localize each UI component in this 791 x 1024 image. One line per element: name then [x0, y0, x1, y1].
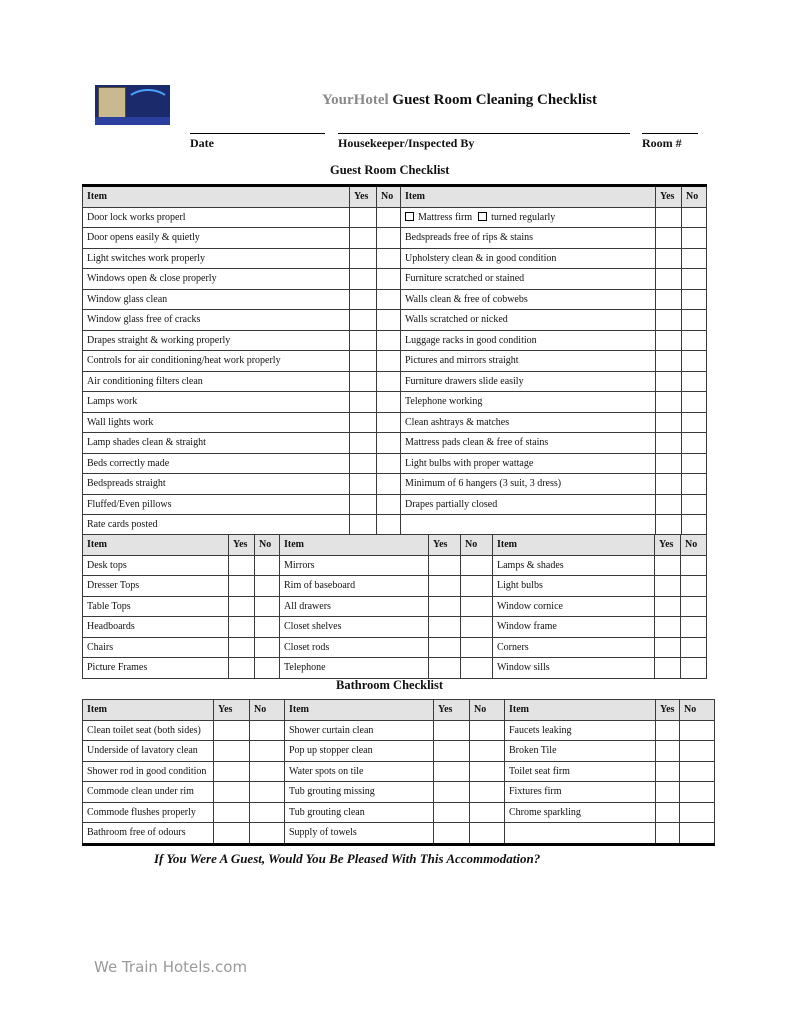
yes-checkbox[interactable]: [656, 515, 682, 536]
column-header-no: No: [461, 535, 493, 556]
footer-question: If You Were A Guest, Would You Be Pleased With This Accommodation?: [154, 851, 541, 866]
yes-checkbox[interactable]: [350, 269, 377, 290]
no-checkbox[interactable]: [682, 371, 707, 392]
yes-checkbox[interactable]: [350, 412, 377, 433]
housekeeper-line[interactable]: [338, 133, 630, 134]
table-row: [83, 207, 707, 228]
column-header-no: No: [681, 535, 707, 556]
table-row: [83, 637, 707, 658]
table-row: [83, 412, 707, 433]
yes-checkbox[interactable]: [350, 248, 377, 269]
table-row: [83, 761, 715, 782]
date-label: Date: [190, 136, 214, 150]
yes-checkbox[interactable]: [434, 761, 470, 782]
no-checkbox[interactable]: [681, 576, 707, 597]
no-checkbox[interactable]: [682, 453, 707, 474]
bathroom-section-title: Bathroom Checklist: [336, 678, 444, 692]
item-label: Walls scratched or nicked: [401, 310, 656, 331]
yes-checkbox[interactable]: [214, 782, 250, 803]
yes-checkbox[interactable]: [350, 330, 377, 351]
yes-checkbox[interactable]: [656, 351, 682, 372]
item-label: Shower rod in good condition: [83, 761, 214, 782]
item-label: Tub grouting missing: [285, 782, 434, 803]
item-label: Supply of towels: [285, 823, 434, 845]
table-row: [83, 494, 707, 515]
no-checkbox[interactable]: [250, 720, 285, 741]
column-header-yes: Yes: [656, 700, 680, 721]
item-label: Tub grouting clean: [285, 802, 434, 823]
table-row: [83, 248, 707, 269]
item-label: Window glass clean: [83, 289, 350, 310]
table-header-row: [83, 535, 707, 556]
yes-checkbox[interactable]: [229, 658, 255, 679]
no-checkbox[interactable]: [377, 453, 401, 474]
yes-checkbox[interactable]: [434, 802, 470, 823]
table-row: [83, 658, 707, 679]
no-checkbox[interactable]: [255, 555, 280, 576]
item-label: Furniture scratched or stained: [401, 269, 656, 290]
no-checkbox[interactable]: [680, 761, 715, 782]
yes-checkbox[interactable]: [350, 453, 377, 474]
item-label: Commode clean under rim: [83, 782, 214, 803]
item-label: Broken Tile: [505, 741, 656, 762]
yes-checkbox[interactable]: [655, 637, 681, 658]
no-checkbox[interactable]: [680, 782, 715, 803]
no-checkbox[interactable]: [470, 761, 505, 782]
no-checkbox[interactable]: [461, 596, 493, 617]
no-checkbox[interactable]: [681, 596, 707, 617]
room-line[interactable]: [642, 133, 698, 134]
yes-checkbox[interactable]: [350, 433, 377, 454]
yes-checkbox[interactable]: [350, 474, 377, 495]
table-row: [83, 515, 707, 536]
yes-checkbox[interactable]: [429, 637, 461, 658]
no-checkbox[interactable]: [470, 720, 505, 741]
no-checkbox[interactable]: [255, 576, 280, 597]
yes-checkbox[interactable]: [350, 207, 377, 228]
no-checkbox[interactable]: [682, 494, 707, 515]
yes-checkbox[interactable]: [434, 720, 470, 741]
item-label: Commode flushes properly: [83, 802, 214, 823]
yes-checkbox[interactable]: [429, 576, 461, 597]
table-row: [83, 555, 707, 576]
column-header-item: Item: [505, 700, 656, 721]
yes-checkbox[interactable]: [656, 823, 680, 845]
yes-checkbox[interactable]: [229, 637, 255, 658]
no-checkbox[interactable]: [461, 555, 493, 576]
item-label: Door opens easily & quietly: [83, 228, 350, 249]
no-checkbox[interactable]: [377, 289, 401, 310]
yes-checkbox[interactable]: [656, 433, 682, 454]
yes-checkbox[interactable]: [434, 823, 470, 845]
item-label: Windows open & close properly: [83, 269, 350, 290]
table-row: [83, 228, 707, 249]
no-checkbox[interactable]: [682, 412, 707, 433]
yes-checkbox[interactable]: [214, 720, 250, 741]
no-checkbox[interactable]: [255, 637, 280, 658]
column-header-yes: Yes: [429, 535, 461, 556]
no-checkbox[interactable]: [682, 433, 707, 454]
yes-checkbox[interactable]: [229, 576, 255, 597]
item-label: Window frame: [493, 617, 655, 638]
item-label: Rate cards posted: [83, 515, 350, 536]
item-label: Lamps & shades: [493, 555, 655, 576]
table-row: [83, 474, 707, 495]
item-label: Desk tops: [83, 555, 229, 576]
bathroom-checklist-table: [82, 699, 715, 846]
room-label: Room #: [642, 136, 682, 150]
item-label: Table Tops: [83, 596, 229, 617]
item-label: [401, 515, 656, 536]
item-label: Window sills: [493, 658, 655, 679]
yes-checkbox[interactable]: [656, 207, 682, 228]
item-label: Door lock works properl: [83, 207, 350, 228]
item-label: Lamps work: [83, 392, 350, 413]
item-label: Corners: [493, 637, 655, 658]
yes-checkbox[interactable]: [656, 371, 682, 392]
item-label: Picture Frames: [83, 658, 229, 679]
item-label: Shower curtain clean: [285, 720, 434, 741]
item-label: Telephone: [280, 658, 429, 679]
turned-regularly-label: turned regularly: [491, 211, 556, 223]
yes-checkbox[interactable]: [350, 351, 377, 372]
item-label: Chrome sparkling: [505, 802, 656, 823]
no-checkbox[interactable]: [681, 658, 707, 679]
item-label: Rim of baseboard: [280, 576, 429, 597]
item-label: Water spots on tile: [285, 761, 434, 782]
no-checkbox[interactable]: [377, 228, 401, 249]
table-row: [83, 269, 707, 290]
item-label: Upholstery clean & in good condition: [401, 248, 656, 269]
yes-checkbox[interactable]: [655, 596, 681, 617]
item-label: Telephone working: [401, 392, 656, 413]
watermark: We Train Hotels.com: [94, 958, 248, 976]
no-checkbox[interactable]: [377, 515, 401, 536]
column-header-yes: Yes: [350, 186, 377, 208]
no-checkbox[interactable]: [461, 576, 493, 597]
yes-checkbox[interactable]: [655, 576, 681, 597]
column-header-item: Item: [493, 535, 655, 556]
column-header-item: Item: [83, 186, 350, 208]
yes-checkbox[interactable]: [656, 310, 682, 331]
table-row: [83, 310, 707, 331]
yes-checkbox[interactable]: [656, 289, 682, 310]
item-label: Window glass free of cracks: [83, 310, 350, 331]
mattress-firm-label: Mattress firm: [418, 211, 473, 223]
item-label: Toilet seat firm: [505, 761, 656, 782]
no-checkbox[interactable]: [682, 269, 707, 290]
item-label: Bedspreads straight: [83, 474, 350, 495]
table-row: [83, 351, 707, 372]
yes-checkbox[interactable]: [229, 617, 255, 638]
no-checkbox[interactable]: [682, 392, 707, 413]
column-header-item: Item: [285, 700, 434, 721]
yes-checkbox[interactable]: [350, 494, 377, 515]
yes-checkbox[interactable]: [656, 474, 682, 495]
no-checkbox[interactable]: [682, 289, 707, 310]
yes-checkbox[interactable]: [429, 596, 461, 617]
table-row: [83, 576, 707, 597]
no-checkbox[interactable]: [377, 248, 401, 269]
item-label: Light switches work properly: [83, 248, 350, 269]
no-checkbox[interactable]: [250, 782, 285, 803]
column-header-yes: Yes: [655, 535, 681, 556]
no-checkbox[interactable]: [377, 494, 401, 515]
yes-checkbox[interactable]: [656, 228, 682, 249]
item-label: Minimum of 6 hangers (3 suit, 3 dress): [401, 474, 656, 495]
yes-checkbox[interactable]: [229, 596, 255, 617]
no-checkbox[interactable]: [470, 823, 505, 845]
item-label: Lamp shades clean & straight: [83, 433, 350, 454]
yes-checkbox[interactable]: [429, 555, 461, 576]
no-checkbox[interactable]: [682, 474, 707, 495]
checkbox-icon[interactable]: [405, 212, 414, 221]
no-checkbox[interactable]: [377, 351, 401, 372]
no-checkbox[interactable]: [470, 802, 505, 823]
column-header-item: Item: [401, 186, 656, 208]
guest-section-title: Guest Room Checklist: [330, 163, 450, 177]
guest-lower-table: [82, 534, 707, 679]
no-checkbox[interactable]: [461, 658, 493, 679]
yes-checkbox[interactable]: [214, 761, 250, 782]
yes-checkbox[interactable]: [656, 248, 682, 269]
housekeeper-label: Housekeeper/Inspected By: [338, 136, 475, 150]
table-row: [83, 330, 707, 351]
yes-checkbox[interactable]: [655, 617, 681, 638]
yes-checkbox[interactable]: [656, 720, 680, 741]
no-checkbox[interactable]: [255, 596, 280, 617]
item-label: Pop up stopper clean: [285, 741, 434, 762]
column-header-item: Item: [83, 535, 229, 556]
item-label: Bathroom free of odours: [83, 823, 214, 845]
table-row: [83, 617, 707, 638]
yes-checkbox[interactable]: [350, 371, 377, 392]
table-row: [83, 720, 715, 741]
no-checkbox[interactable]: [377, 433, 401, 454]
logo-wave: [125, 89, 170, 119]
guest-checklist-table: [82, 184, 707, 536]
no-checkbox[interactable]: [377, 474, 401, 495]
brand-name: YourHotel: [322, 92, 389, 108]
item-label: Fluffed/Even pillows: [83, 494, 350, 515]
item-label: Drapes partially closed: [401, 494, 656, 515]
page-title: [322, 92, 597, 109]
no-checkbox[interactable]: [681, 637, 707, 658]
yes-checkbox[interactable]: [656, 494, 682, 515]
table-header-row: [83, 700, 715, 721]
yes-checkbox[interactable]: [350, 289, 377, 310]
column-header-yes: Yes: [656, 186, 682, 208]
item-label: Bedspreads free of rips & stains: [401, 228, 656, 249]
column-header-no: No: [682, 186, 707, 208]
item-label: Clean ashtrays & matches: [401, 412, 656, 433]
no-checkbox[interactable]: [682, 228, 707, 249]
column-header-no: No: [470, 700, 505, 721]
no-checkbox[interactable]: [377, 412, 401, 433]
no-checkbox[interactable]: [377, 392, 401, 413]
table-row: [83, 453, 707, 474]
no-checkbox[interactable]: [377, 207, 401, 228]
yes-checkbox[interactable]: [434, 741, 470, 762]
hotel-logo: [95, 85, 170, 125]
no-checkbox[interactable]: [682, 248, 707, 269]
no-checkbox[interactable]: [680, 741, 715, 762]
column-header-no: No: [680, 700, 715, 721]
yes-checkbox[interactable]: [429, 617, 461, 638]
column-header-yes: Yes: [229, 535, 255, 556]
no-checkbox[interactable]: [377, 371, 401, 392]
no-checkbox[interactable]: [250, 761, 285, 782]
table-row: [83, 823, 715, 845]
no-checkbox[interactable]: [681, 555, 707, 576]
table-row: [83, 741, 715, 762]
item-label: Walls clean & free of cobwebs: [401, 289, 656, 310]
yes-checkbox[interactable]: [656, 330, 682, 351]
yes-checkbox[interactable]: [656, 782, 680, 803]
item-label: [505, 823, 656, 845]
item-label: Furniture drawers slide easily: [401, 371, 656, 392]
yes-checkbox[interactable]: [656, 741, 680, 762]
item-label: Light bulbs with proper wattage: [401, 453, 656, 474]
item-label: Clean toilet seat (both sides): [83, 720, 214, 741]
item-label: Closet rods: [280, 637, 429, 658]
table-row: [83, 392, 707, 413]
checkbox-icon[interactable]: [478, 212, 487, 221]
item-label: Underside of lavatory clean: [83, 741, 214, 762]
yes-checkbox[interactable]: [434, 782, 470, 803]
column-header-item: Item: [83, 700, 214, 721]
no-checkbox[interactable]: [377, 269, 401, 290]
table-row: [83, 371, 707, 392]
yes-checkbox[interactable]: [656, 802, 680, 823]
table-row: [83, 289, 707, 310]
table-row: [83, 433, 707, 454]
no-checkbox[interactable]: [682, 515, 707, 536]
column-header-item: Item: [280, 535, 429, 556]
table-row: [83, 782, 715, 803]
yes-checkbox[interactable]: [655, 555, 681, 576]
item-label: All drawers: [280, 596, 429, 617]
yes-checkbox[interactable]: [656, 392, 682, 413]
column-header-yes: Yes: [434, 700, 470, 721]
no-checkbox[interactable]: [255, 658, 280, 679]
yes-checkbox[interactable]: [350, 515, 377, 536]
item-label: Pictures and mirrors straight: [401, 351, 656, 372]
no-checkbox[interactable]: [680, 823, 715, 845]
yes-checkbox[interactable]: [350, 310, 377, 331]
yes-checkbox[interactable]: [656, 269, 682, 290]
yes-checkbox[interactable]: [656, 453, 682, 474]
no-checkbox[interactable]: [250, 741, 285, 762]
title-text: Guest Room Cleaning Checklist: [392, 92, 598, 108]
no-checkbox[interactable]: [255, 617, 280, 638]
no-checkbox[interactable]: [377, 330, 401, 351]
item-label: Light bulbs: [493, 576, 655, 597]
no-checkbox[interactable]: [682, 310, 707, 331]
yes-checkbox[interactable]: [429, 658, 461, 679]
yes-checkbox[interactable]: [214, 823, 250, 845]
no-checkbox[interactable]: [682, 330, 707, 351]
yes-checkbox[interactable]: [229, 555, 255, 576]
no-checkbox[interactable]: [250, 823, 285, 845]
item-label: Window cornice: [493, 596, 655, 617]
item-label: Luggage racks in good condition: [401, 330, 656, 351]
no-checkbox[interactable]: [461, 617, 493, 638]
yes-checkbox[interactable]: [655, 658, 681, 679]
column-header-yes: Yes: [214, 700, 250, 721]
no-checkbox[interactable]: [470, 782, 505, 803]
item-label: Drapes straight & working properly: [83, 330, 350, 351]
column-header-no: No: [250, 700, 285, 721]
item-label-mattress: [401, 207, 656, 228]
yes-checkbox[interactable]: [350, 392, 377, 413]
no-checkbox[interactable]: [681, 617, 707, 638]
no-checkbox[interactable]: [680, 720, 715, 741]
date-line[interactable]: [190, 133, 325, 134]
item-label: Dresser Tops: [83, 576, 229, 597]
item-label: Chairs: [83, 637, 229, 658]
no-checkbox[interactable]: [682, 351, 707, 372]
item-label: Wall lights work: [83, 412, 350, 433]
no-checkbox[interactable]: [682, 207, 707, 228]
yes-checkbox[interactable]: [656, 412, 682, 433]
item-label: Air conditioning filters clean: [83, 371, 350, 392]
yes-checkbox[interactable]: [214, 802, 250, 823]
table-row: [83, 596, 707, 617]
item-label: Fixtures firm: [505, 782, 656, 803]
no-checkbox[interactable]: [680, 802, 715, 823]
no-checkbox[interactable]: [470, 741, 505, 762]
item-label: Faucets leaking: [505, 720, 656, 741]
item-label: Headboards: [83, 617, 229, 638]
table-row: [83, 802, 715, 823]
column-header-no: No: [255, 535, 280, 556]
item-label: Controls for air conditioning/heat work properly: [83, 351, 350, 372]
yes-checkbox[interactable]: [656, 761, 680, 782]
column-header-no: No: [377, 186, 401, 208]
yes-checkbox[interactable]: [214, 741, 250, 762]
table-header-row: [83, 186, 707, 208]
no-checkbox[interactable]: [377, 310, 401, 331]
item-label: Beds correctly made: [83, 453, 350, 474]
yes-checkbox[interactable]: [350, 228, 377, 249]
logo-strip: [95, 117, 170, 125]
item-label: Closet shelves: [280, 617, 429, 638]
item-label: Mattress pads clean & free of stains: [401, 433, 656, 454]
no-checkbox[interactable]: [250, 802, 285, 823]
no-checkbox[interactable]: [461, 637, 493, 658]
item-label: Mirrors: [280, 555, 429, 576]
